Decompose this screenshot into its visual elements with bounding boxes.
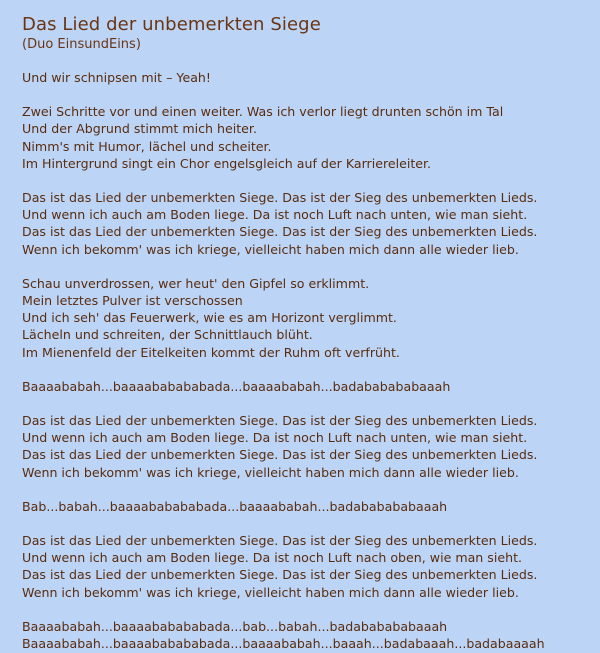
lyrics-stanza [22,412,600,481]
lyrics-line: Wenn ich bekomm' was ich kriege, vielleicht haben mich dann alle wieder lieb. [22,584,519,600]
lyrics-stanza [22,378,600,395]
lyrics-line: Und ich seh' das Feuerwerk, wie es am Horizont verglimmt. [22,310,397,326]
lyrics-stanza [22,69,600,86]
lyrics-line: Und wir schnipsen mit – Yeah! [22,70,211,85]
lyrics-line: Baaaababah...baaaababababada...baaaababah...baaah...badabaaah...badabaaaah [22,636,545,652]
lyrics-line: Das ist das Lied der unbemerkten Siege. Das ist der Sieg des unbemerkten Lieds. [22,224,538,240]
lyrics-line: Und wenn ich auch am Boden liege. Da ist noch Luft nach unten, wie man sieht. [22,430,528,446]
lyrics-line: Das ist das Lied der unbemerkten Siege. Das ist der Sieg des unbemerkten Lieds. [22,533,538,549]
lyrics-line: Zwei Schritte vor und einen weiter. Was ich verlor liegt drunten schön im Tal [22,104,504,120]
lyrics-line: Das ist das Lied der unbemerkten Siege. Das ist der Sieg des unbemerkten Lieds. [22,447,538,463]
lyrics-stanza [22,103,600,172]
lyrics-body [22,69,600,652]
lyrics-line: Schau unverdrossen, wer heut' den Gipfel so erklimmt. [22,275,370,291]
lyrics-line: Im Mienenfeld der Eitelkeiten kommt der Ruhm oft verfrüht. [22,344,400,360]
lyrics-line: Mein letztes Pulver ist verschossen [22,293,243,309]
lyrics-stanza [22,618,600,652]
lyrics-line: Wenn ich bekomm' was ich kriege, vielleicht haben mich dann alle wieder lieb. [22,241,519,257]
lyrics-line: Das ist das Lied der unbemerkten Siege. Das ist der Sieg des unbemerkten Lieds. [22,190,538,206]
lyrics-line: Baaaababah...baaaababababada...baaaababah...badababababaaah [22,378,451,394]
lyrics-stanza [22,275,600,361]
lyrics-line: Und wenn ich auch am Boden liege. Da ist noch Luft nach oben, wie man sieht. [22,550,523,566]
lyrics-line: Und wenn ich auch am Boden liege. Da ist noch Luft nach unten, wie man sieht. [22,207,528,223]
lyrics-stanza [22,532,600,601]
lyrics-line: Im Hintergrund singt ein Chor engelsgleich auf der Karriereleiter. [22,155,432,171]
lyrics-line: Nimm's mit Humor, lächel und scheiter. [22,138,272,154]
lyrics-line: Baaaababah...baaaababababada...bab...babah...badababababaaah [22,618,448,634]
lyrics-line: Und der Abgrund stimmt mich heiter. [22,121,257,137]
lyrics-stanza [22,498,600,515]
lyrics-line: Wenn ich bekomm' was ich kriege, vielleicht haben mich dann alle wieder lieb. [22,464,519,480]
lyrics-stanza [22,189,600,258]
lyrics-line: Das ist das Lied der unbemerkten Siege. Das ist der Sieg des unbemerkten Lieds. [22,413,538,429]
page-title: Das Lied der unbemerkten Siege [22,14,321,35]
page-subtitle: (Duo EinsundEins) [22,37,141,52]
lyrics-line: Lächeln und schreiten, der Schnittlauch blüht. [22,327,313,343]
lyrics-line: Das ist das Lied der unbemerkten Siege. Das ist der Sieg des unbemerkten Lieds. [22,567,538,583]
lyrics-line: Bab...babah...baaaababababada...baaaababah...badababababaaah [22,498,448,514]
